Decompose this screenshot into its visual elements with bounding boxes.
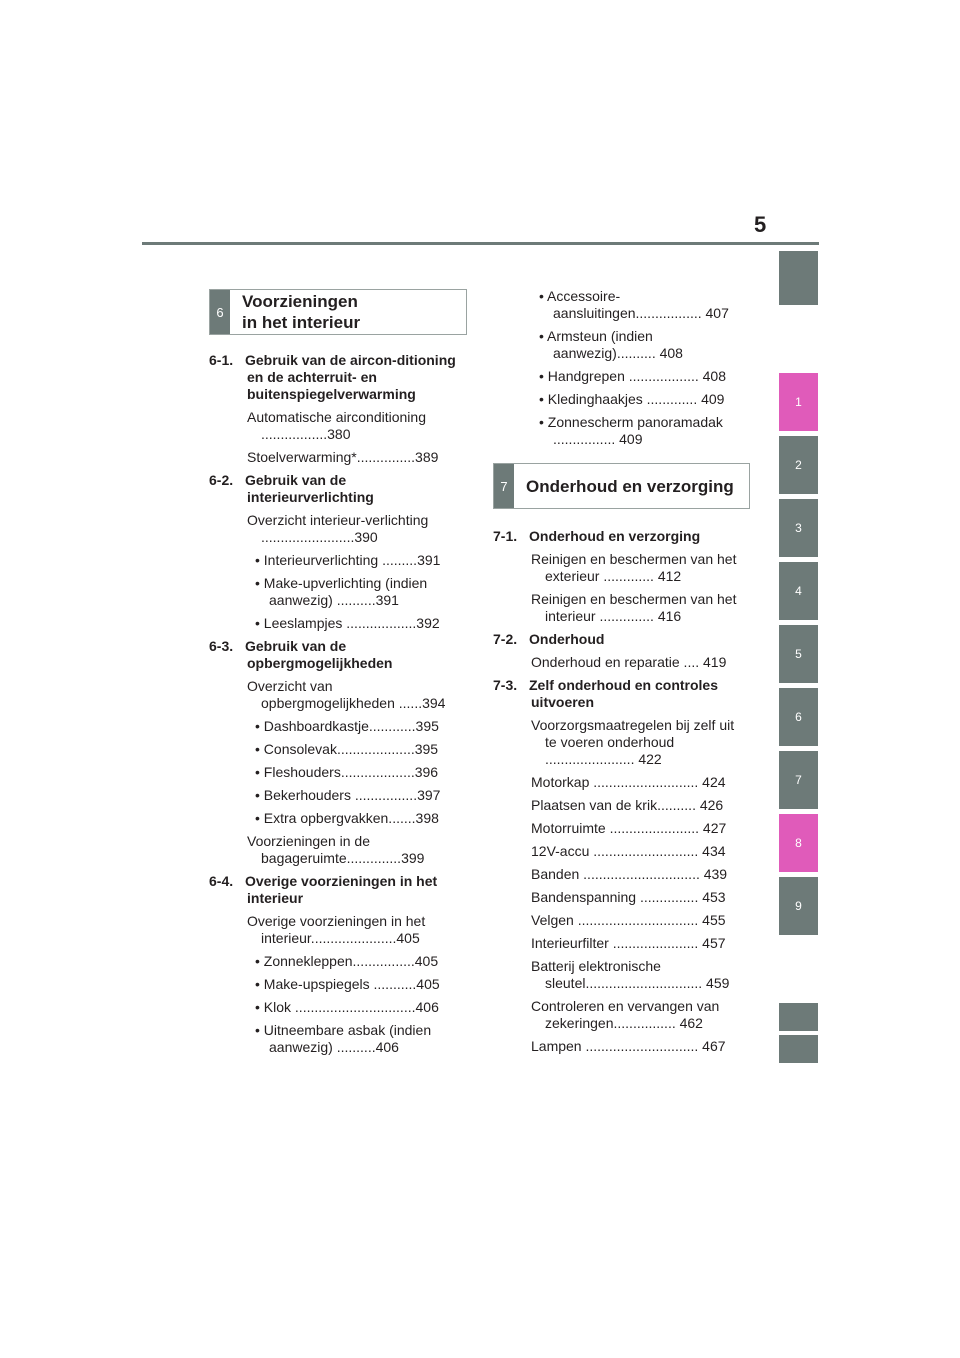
toc-subentry[interactable]: • Zonnescherm panoramadak ................ 409 — [539, 414, 723, 447]
side-tab-8[interactable]: 8 — [779, 814, 818, 872]
toc-entry[interactable]: Overige voorzieningen in het interieur......................405 — [247, 913, 426, 946]
toc-entry[interactable]: Bandenspanning ............... 453 — [531, 889, 726, 905]
toc-subentry[interactable]: • Klok ...............................406 — [255, 999, 439, 1015]
toc-chapter[interactable]: 7-2. Onderhoud — [493, 631, 605, 647]
toc-subentry[interactable]: • Leeslampjes ..................392 — [255, 615, 440, 631]
section-title: Voorzieningen in het interieur — [242, 292, 361, 332]
side-tab-4[interactable]: 4 — [779, 562, 818, 620]
toc-entry[interactable]: Plaatsen van de krik.......... 426 — [531, 797, 724, 813]
side-tab-3[interactable]: 3 — [779, 499, 818, 557]
section-header-7 — [493, 463, 750, 509]
toc-chapter[interactable]: 6-2. Gebruik van de interieurverlichting — [209, 472, 374, 505]
toc-subentry[interactable]: • Armsteun (indien aanwezig).......... 408 — [539, 328, 683, 361]
toc-chapter[interactable]: 6-1. Gebruik van de aircon-ditioning en de achterruit- en buitenspiegelverwarming — [209, 352, 456, 402]
toc-entry[interactable]: Onderhoud en reparatie .... 419 — [531, 654, 727, 670]
side-tab-7[interactable]: 7 — [779, 751, 818, 809]
toc-chapter[interactable]: 7-1. Onderhoud en verzorging — [493, 528, 701, 544]
toc-subentry[interactable]: • Handgrepen .................. 408 — [539, 368, 727, 384]
toc-subentry[interactable]: • Extra opbergvakken.......398 — [255, 810, 439, 826]
toc-entry[interactable]: Voorzorgsmaatregelen bij zelf uit te voeren onderhoud ....................... 422 — [531, 717, 735, 767]
toc-entry[interactable]: Lampen ............................. 467 — [531, 1038, 726, 1054]
toc-entry[interactable]: Reinigen en beschermen van het interieur .............. 416 — [531, 591, 737, 624]
toc-entry[interactable]: 12V-accu ........................... 434 — [531, 843, 726, 859]
side-tab-5[interactable]: 5 — [779, 625, 818, 683]
toc-left-column — [209, 352, 464, 1062]
side-tab-2[interactable]: 2 — [779, 436, 818, 494]
toc-chapter[interactable]: 7-3. Zelf onderhoud en controles uitvoeren — [493, 677, 719, 710]
toc-subentry[interactable]: • Consolevak....................395 — [255, 741, 439, 757]
section-header-6 — [209, 289, 467, 335]
header-rule — [142, 242, 819, 245]
toc-entry[interactable]: Overzicht interieur-verlichting ........................390 — [247, 512, 429, 545]
toc-entry[interactable]: Banden .............................. 439 — [531, 866, 728, 882]
side-tab-blank-bottom-1[interactable] — [779, 1003, 818, 1031]
toc-subentry[interactable]: • Accessoire-aansluitingen................. 407 — [539, 288, 729, 321]
toc-entry[interactable]: Reinigen en beschermen van het exterieur ............. 412 — [531, 551, 737, 584]
toc-chapter[interactable]: 6-3. Gebruik van de opbergmogelijkheden — [209, 638, 393, 671]
toc-subentry[interactable]: • Kledinghaakjes ............. 409 — [539, 391, 725, 407]
side-tab-9[interactable]: 9 — [779, 877, 818, 935]
toc-right-column-top — [539, 288, 742, 454]
page-number: 5 — [754, 212, 767, 237]
toc-entry[interactable]: Overzicht van opbergmogelijkheden ......394 — [247, 678, 446, 711]
toc-chapter[interactable]: 6-4. Overige voorzieningen in het interieur — [209, 873, 438, 906]
toc-entry[interactable]: Interieurfilter ...................... 457 — [531, 935, 726, 951]
toc-subentry[interactable]: • Zonnekleppen................405 — [255, 953, 439, 969]
toc-right-column — [493, 528, 743, 1061]
toc-entry[interactable]: Stoelverwarming*...............389 — [247, 449, 439, 465]
section-number: 6 — [210, 290, 230, 334]
toc-entry[interactable]: Batterij elektronische sleutel.............................. 459 — [531, 958, 730, 991]
side-tab-6[interactable]: 6 — [779, 688, 818, 746]
toc-entry[interactable]: Controleren en vervangen van zekeringen................ 462 — [531, 998, 720, 1031]
toc-entry[interactable]: Motorruimte ....................... 427 — [531, 820, 727, 836]
toc-subentry[interactable]: • Make-upspiegels ...........405 — [255, 976, 440, 992]
toc-subentry[interactable]: • Make-upverlichting (indien aanwezig) ..........391 — [255, 575, 428, 608]
toc-entry[interactable]: Velgen ............................... 455 — [531, 912, 726, 928]
toc-subentry[interactable]: • Dashboardkastje............395 — [255, 718, 439, 734]
side-tab-1[interactable]: 1 — [779, 373, 818, 431]
toc-subentry[interactable]: • Interieurverlichting .........391 — [255, 552, 441, 568]
toc-entry[interactable]: Automatische airconditioning .................380 — [247, 409, 426, 442]
side-tab-blank-top[interactable] — [779, 251, 818, 305]
toc-subentry[interactable]: • Fleshouders...................396 — [255, 764, 439, 780]
toc-entry[interactable]: Voorzieningen in de bagageruimte..............399 — [247, 833, 425, 866]
toc-entry[interactable]: Motorkap ........................... 424 — [531, 774, 726, 790]
side-tab-blank-bottom-2[interactable] — [779, 1035, 818, 1063]
toc-subentry[interactable]: • Uitneembare asbak (indien aanwezig) ..........406 — [255, 1022, 432, 1055]
section-number: 7 — [494, 464, 514, 508]
section-title: Onderhoud en verzorging — [526, 476, 734, 496]
toc-subentry[interactable]: • Bekerhouders ................397 — [255, 787, 441, 803]
